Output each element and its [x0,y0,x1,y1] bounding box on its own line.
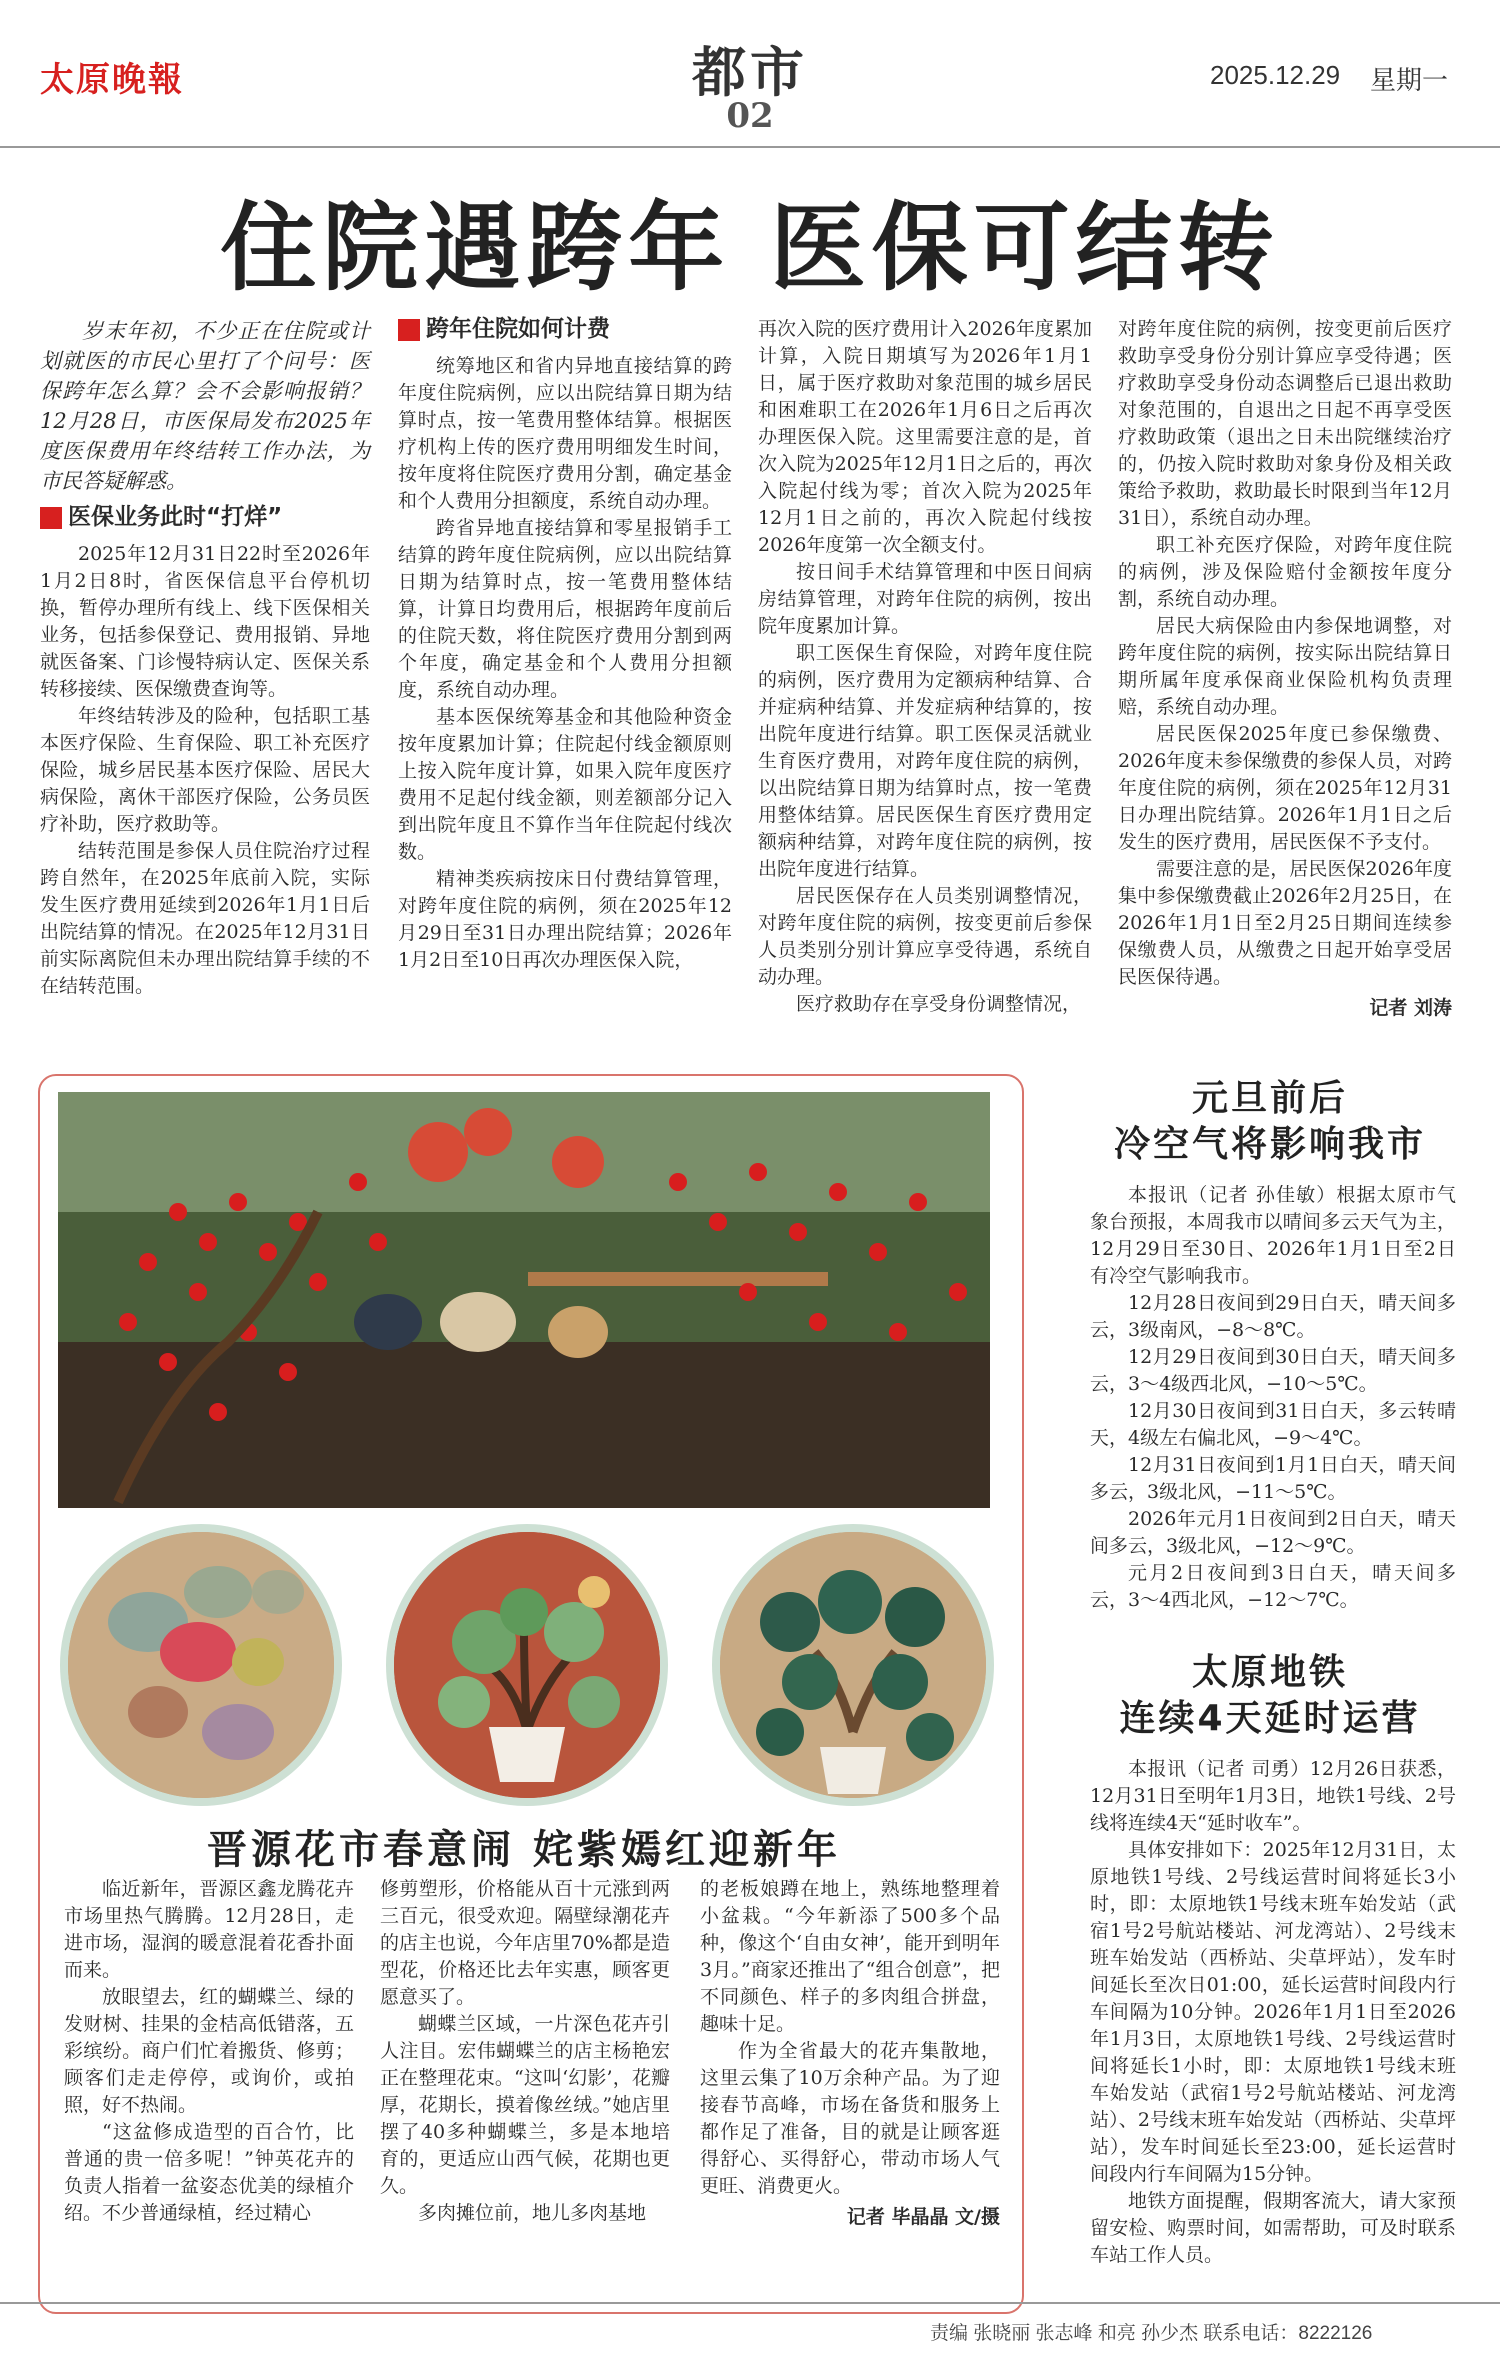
weather-headline-line-2: 冷空气将影响我市 [1113,1124,1426,1165]
paragraph: 地铁方面提醒，假期客流大，请大家预留安检、购票时间，如需帮助，可及时联系车站工作人员。 [1090,2190,1456,2266]
paragraph: 12月31日夜间到1月1日白天，晴天间多云，3级北风，−11～5℃。 [1090,1454,1456,1503]
paragraph: 具体安排如下：2025年12月31日，太原地铁1号线、2号线运营时间将延长3小时，即：太原地铁1号线末班车始发站（武宿1号2号航站楼站、河龙湾站）、2号线末班车始发站（西桥站、尖草坪站），发车时间延长至次日01:00，延长运营时间段内行车间隔为10分钟。2026年1月1日至2026年1月3日，太原地铁1号线、2号线运营时间将延长1小时，即：太原地铁1号线末班车始发站（武宿1号2号航站楼站、河龙湾站）、2号线末班车始发站（西桥站、尖草坪站），发车时间延长至23:00，延长运营时间段内行车间隔为15分钟。 [1090,1839,1456,2185]
paragraph: 多肉摊位前，地儿多肉基地 [418,2202,647,2224]
editors-credit: 责编 张晓丽 张志峰 和亮 孙少杰 联系电话：8222126 [930,2323,1373,2344]
metro-story-body [1090,1756,1456,2269]
metro-headline-line-1: 太原地铁 [1191,1652,1348,1693]
main-headline: 住院遇跨年 医保可结转 [220,192,1280,304]
paragraph: 12月28日夜间到29日白天，晴天间多云，3级南风，−8～8℃。 [1090,1292,1456,1341]
paragraph: 临近新年，晋源区鑫龙腾花卉市场里热气腾腾。12月28日，走进市场，湿润的暖意混着花香扑面而来。 [64,1878,354,1981]
metro-headline-line-2: 连续4天延时运营 [1119,1698,1421,1739]
paper-logo: 太原晚報 [40,60,184,100]
photo-story-column-1 [64,1876,354,2227]
main-story-column-4 [1118,316,1452,1022]
main-story-column-2 [398,316,732,974]
paragraph: 居民医保2025年度已参保缴费、2026年度未参保缴费的参保人员，对跨年度住院的病例，须在2025年12月31日办理出院结算。2026年1月1日之后发生的医疗费用，居民医保不予支付。 [1118,723,1452,853]
paragraph: 蝴蝶兰区域，一片深色花卉引人注目。宏伟蝴蝶兰的店主杨艳宏正在整理花束。“这叫‘幻影’，花瓣厚，花期长，摸着像丝绒。”她店里摆了40多种蝴蝶兰，多是本地培育的，更适应山西气候，花期也更久。 [380,2013,670,2197]
photo-story-column-3 [700,1876,1000,2231]
paragraph: 居民医保存在人员类别调整情况，对跨年度住院的病例，按变更前后参保人员类别分别计算应享受待遇，系统自动办理。 [758,885,1092,988]
paragraph: 居民大病保险由内参保地调整，对跨年度住院的病例，按实际出院结算日期所属年度承保商业保险机构负责理赔，系统自动办理。 [1118,615,1452,718]
paragraph: 12月30日夜间到31日白天，多云转晴天，4级左右偏北风，−9～4℃。 [1090,1400,1456,1449]
paragraph: 作为全省最大的花卉集散地，这里云集了10万余种产品。为了迎接春节高峰，市场在备货和服务上都作足了准备，目的就是让顾客逛得舒心、买得舒心，带动市场人气更旺、消费更火。 [700,2040,1000,2197]
issue-weekday: 星期一 [1370,65,1449,95]
succulent-illustration-2 [394,1532,660,1798]
weather-headline-line-1: 元旦前后 [1191,1078,1348,1119]
main-story-column-3 [758,316,1092,1018]
paragraph: 修剪塑形，价格能从百十元涨到两三百元，很受欢迎。隔壁绿潮花卉的店主也说，今年店里70%都是造型花，价格还比去年实惠，顾客更愿意买了。 [380,1878,670,2008]
photo-story-column-2 [380,1876,670,2227]
paragraph: 统筹地区和省内异地直接结算的跨年度住院病例，应以出院结算日期为结算时点，按一笔费用整体结算。根据医疗机构上传的医疗费用明细发生时间，按年度将住院医疗费用分割，确定基金和个人费用分担额度，系统自动办理。 [398,355,732,512]
paragraph: 2025年12月31日22时至2026年1月2日8时，省医保信息平台停机切换，暂停办理所有线上、线下医保相关业务，包括参保登记、费用报销、异地就医备案、门诊慢特病认定、医保关系转移接续、医保缴费查询等。 [40,543,370,700]
weather-story-headline [1080,1076,1460,1168]
paragraph: 对跨年度住院的病例，按变更前后医疗救助享受身份分别计算应享受待遇；医疗救助享受身份动态调整后已退出救助对象范围的，自退出之日起不再享受医疗救助政策（退出之日未出院继续治疗的，仍按入院时救助对象身份及相关政策给予救助，救助最长时限到当年12月31日），系统自动办理。 [1118,318,1452,529]
photo-story-byline: 记者 毕晶晶 文/摄 [846,2206,1000,2228]
footer-divider [0,2302,1500,2304]
paragraph: 基本医保统筹基金和其他险种资金按年度累加计算；住院起付线金额原则上按入院年度计算，如果入院年度医疗费用不足起付线金额，则差额部分记入到出院年度且不算作当年住院起付线次数。 [398,706,732,863]
main-story-byline: 记者 刘涛 [1369,997,1452,1019]
issue-date: 2025.12.29 [1210,60,1341,90]
paragraph: 2026年元月1日夜间到2日白天，晴天间多云，3级北风，−12～9℃。 [1090,1508,1456,1557]
paragraph: 精神类疾病按床日付费结算管理，对跨年度住院的病例，须在2025年12月29日至31日办理出院结算；2026年1月2日至10日再次办理医保入院， [398,868,732,971]
succulent-photo-1 [60,1524,342,1806]
flower-market-photo [58,1092,990,1508]
subhead-1 [40,504,370,531]
masthead-divider [0,146,1500,148]
weather-story-body [1090,1182,1456,1614]
main-story-column-1 [40,316,370,1000]
subhead-marker-icon [40,507,62,529]
flower-market-illustration [58,1092,990,1508]
paragraph: 本报讯（记者 孙佳敏）根据太原市气象台预报，本周我市以晴间多云天气为主，12月29日至30日、2026年1月1日至2日有冷空气影响我市。 [1090,1184,1456,1287]
paragraph: 12月29日夜间到30日白天，晴天间多云，3～4级西北风，−10～5℃。 [1090,1346,1456,1395]
metro-story-headline [1080,1650,1460,1742]
succulent-illustration-3 [720,1532,986,1798]
paragraph: 放眼望去，红的蝴蝶兰、绿的发财树、挂果的金桔高低错落，五彩缤纷。商户们忙着搬货、修剪；顾客们走走停停，或询价，或拍照，好不热闹。 [64,1986,354,2116]
paragraph: 医疗救助存在享受身份调整情况， [796,993,1082,1015]
succulent-photo-2 [386,1524,668,1806]
photo-story-headline: 晋源花市春意闹 姹紫嫣红迎新年 [207,1827,841,1873]
paragraph: “这盆修成造型的百合竹，比普通的贵一倍多呢！”钟英花卉的负责人指着一盆姿态优美的绿植介绍。不少普通绿植，经过精心 [64,2121,354,2224]
page-number: 02 [726,96,774,136]
main-story-lead: 岁末年初，不少正在住院或计划就医的市民心里打了个问号：医保跨年怎么算？会不会影响报销？12月28日，市医保局发布2025年度医保费用年终结转工作办法，为市民答疑解惑。 [40,319,370,493]
paragraph: 元月2日夜间到3日白天，晴天间多云，3～4西北风，−12～7℃。 [1090,1562,1456,1611]
paragraph: 年终结转涉及的险种，包括职工基本医疗保险、生育保险、职工补充医疗保险，城乡居民基本医疗保险、居民大病保险，离休干部医疗保险，公务员医疗补助，医疗救助等。 [40,705,370,835]
paragraph: 本报讯（记者 司勇）12月26日获悉，12月31日至明年1月3日，地铁1号线、2号线将连续4天“延时收车”。 [1090,1758,1456,1834]
paragraph: 再次入院的医疗费用计入2026年度累加计算，入院日期填写为2026年1月1日，属于医疗救助对象范围的城乡居民和困难职工在2026年1月6日之后再次办理医保入院。这里需要注意的是，首次入院为2025年12月1日之后的，再次入院起付线为零；首次入院为2025年12月1日之前的，再次入院起付线按2026年度第一次全额支付。 [758,318,1092,556]
succulent-photo-3 [712,1524,994,1806]
succulent-illustration-1 [68,1532,334,1798]
section-title: 都市 [692,40,808,104]
paragraph: 需要注意的是，居民医保2026年度集中参保缴费截止2026年2月25日，在2026年1月1日至2月25日期间连续参保缴费人员，从缴费之日起开始享受居民医保待遇。 [1118,858,1452,988]
subhead-2 [398,316,732,343]
subhead-1-text: 医保业务此时“打烊” [68,504,283,530]
paragraph: 职工补充医疗保险，对跨年度住院的病例，涉及保险赔付金额按年度分割，系统自动办理。 [1118,534,1452,610]
paragraph: 结转范围是参保人员住院治疗过程跨自然年，在2025年底前入院，实际发生医疗费用延续到2026年1月1日后出院结算的情况。在2025年12月31日前实际离院但未办理出院结算手续的不在结转范围。 [40,840,370,997]
paragraph: 职工医保生育保险，对跨年度住院的病例，医疗费用为定额病种结算、合并症病种结算、并发症病种结算的，按出院年度进行结算。职工医保灵活就业生育医疗费用，对跨年度住院的病例，以出院结算日期为结算时点，按一笔费用整体结算。居民医保生育医疗费用定额病种结算，对跨年度住院的病例，按出院年度进行结算。 [758,642,1092,880]
paragraph: 跨省异地直接结算和零星报销手工结算的跨年度住院病例，应以出院结算日期为结算时点，按一笔费用整体结算，计算日均费用后，根据跨年度前后的住院天数，将住院医疗费用分割到两个年度，确定基金和个人费用分担额度，系统自动办理。 [398,517,732,701]
subhead-marker-icon [398,319,420,341]
paragraph: 按日间手术结算管理和中医日间病房结算管理，对跨年住院的病例，按出院年度累加计算。 [758,561,1092,637]
subhead-2-text: 跨年住院如何计费 [426,316,610,342]
paragraph: 的老板娘蹲在地上，熟练地整理着小盆栽。“今年新添了500多个品种，像这个‘自由女神’，能开到明年3月。”商家还推出了“组合创意”，把不同颜色、样子的多肉组合拼盘，趣味十足。 [700,1878,1000,2035]
